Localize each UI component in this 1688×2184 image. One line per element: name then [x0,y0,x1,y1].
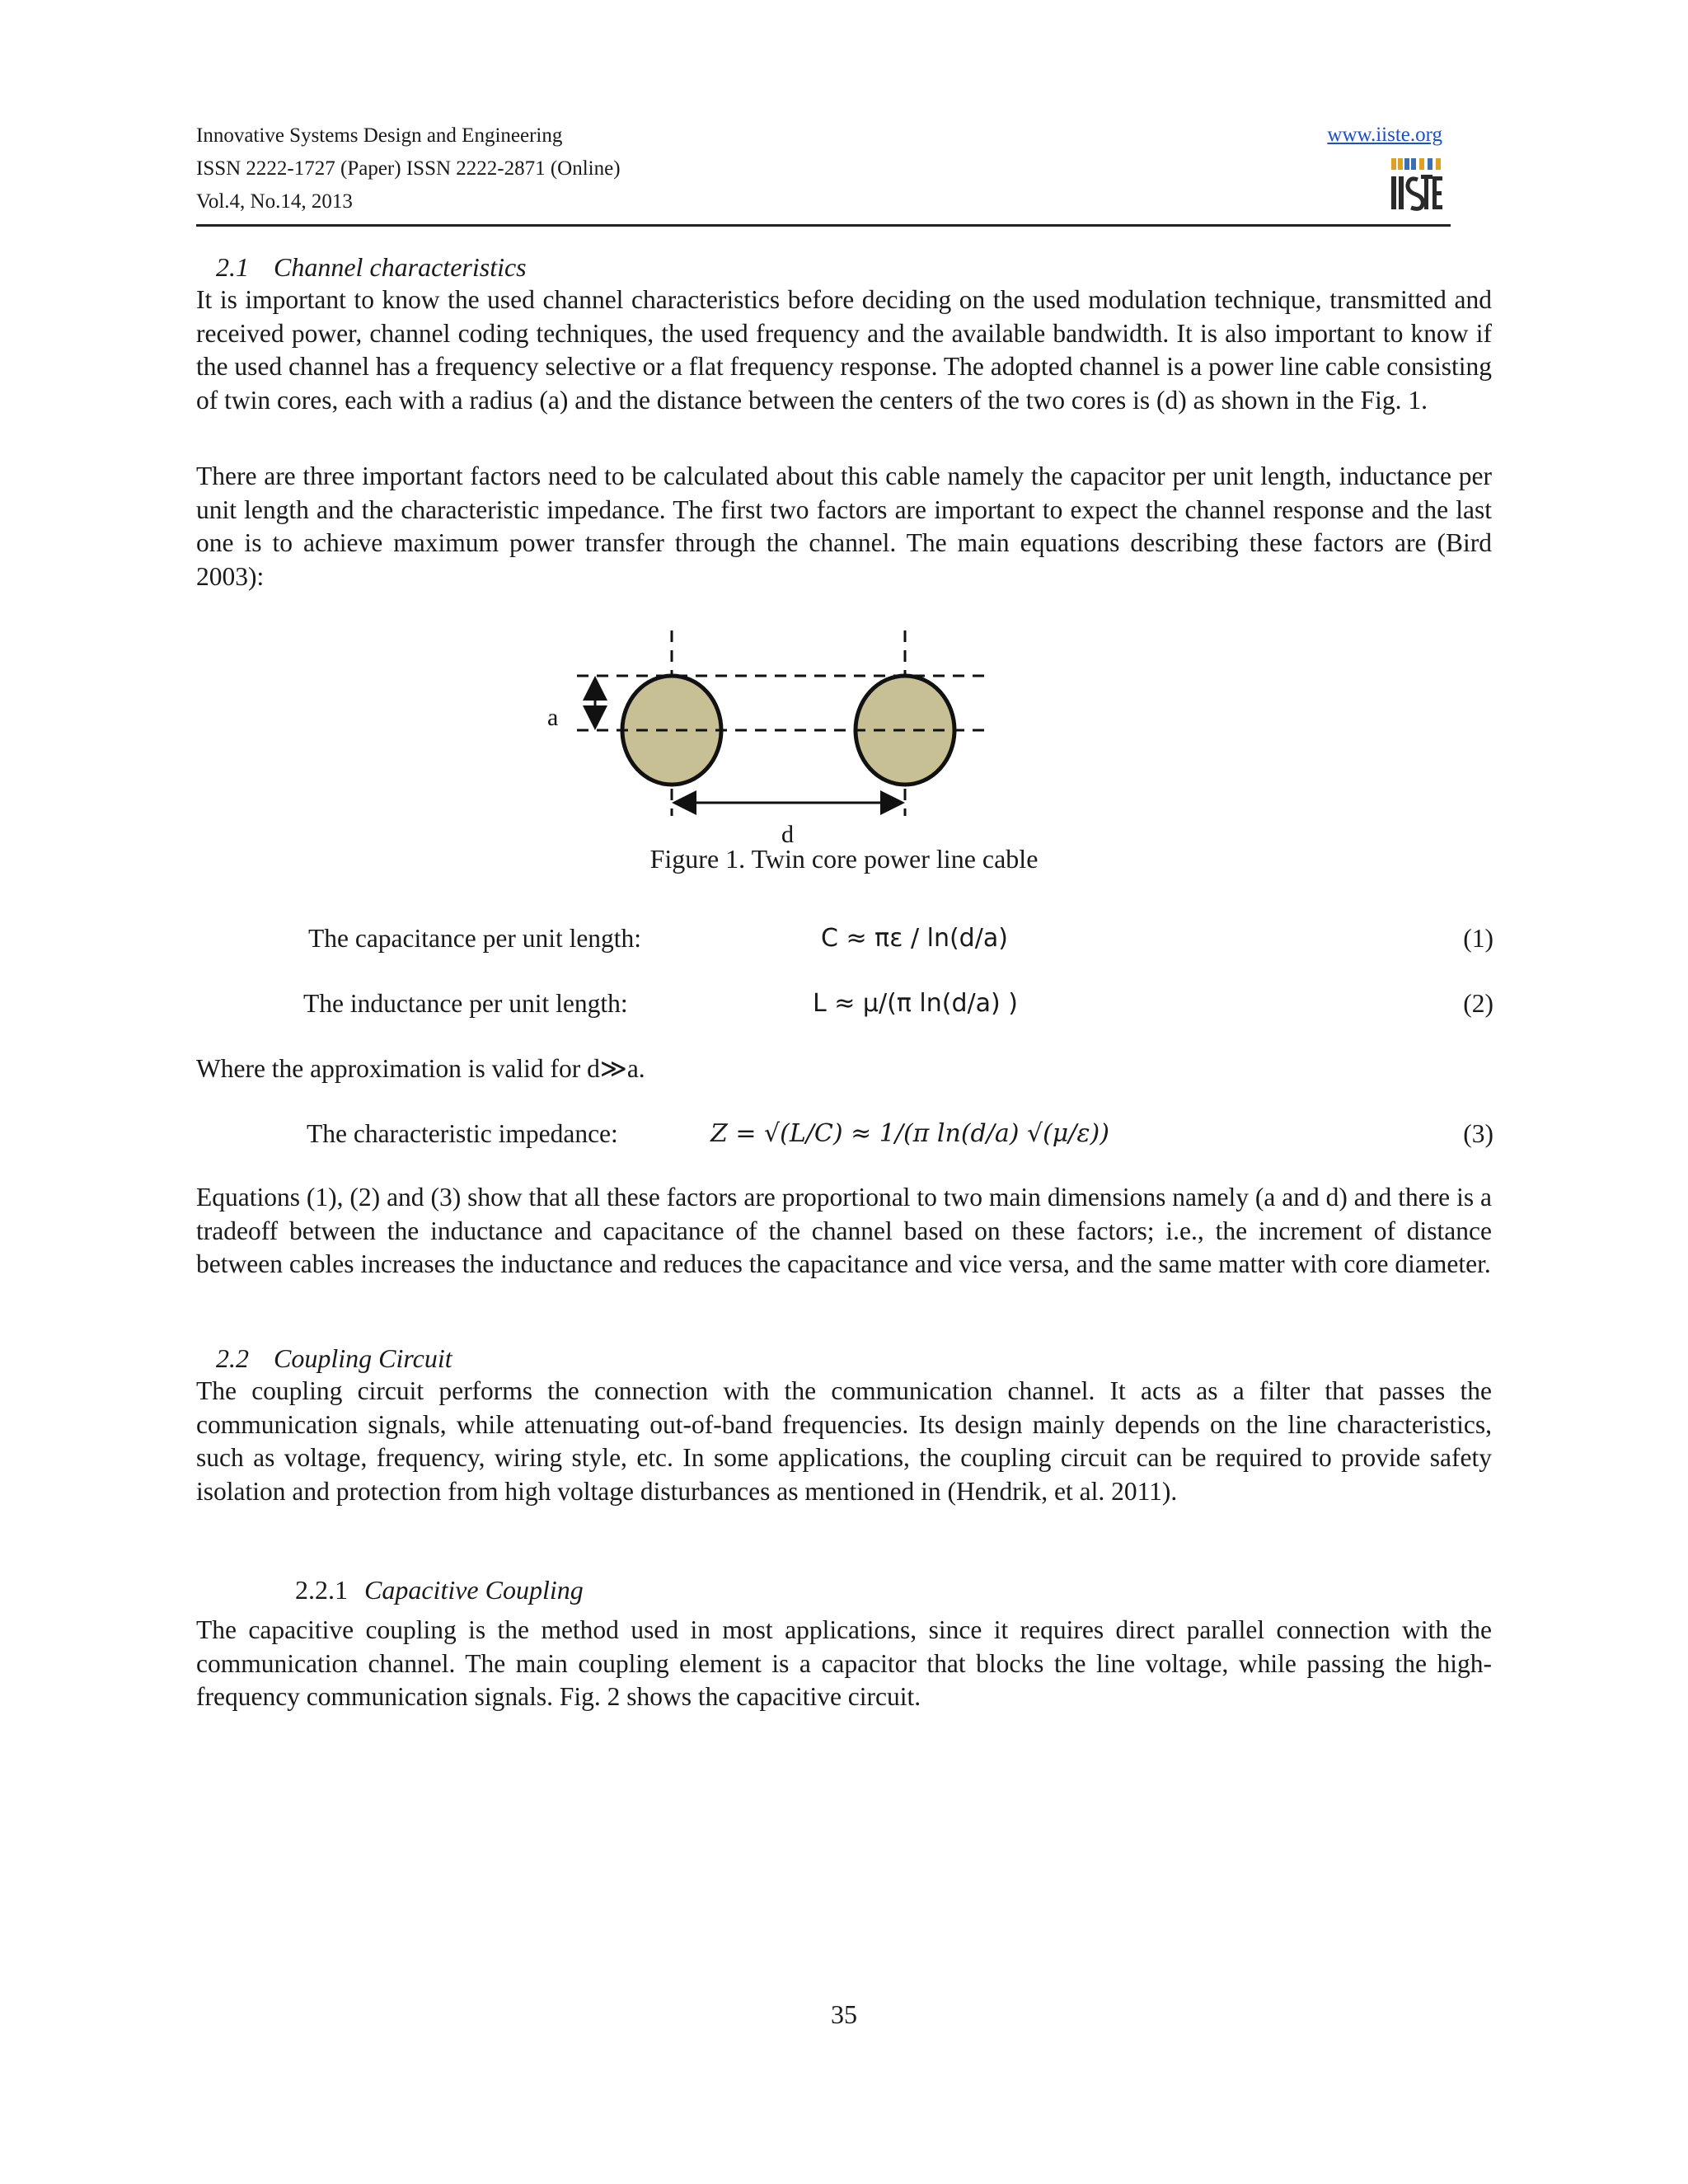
equation-2-number: (2) [1463,989,1493,1018]
section-heading-2-2-1 [295,1573,584,1606]
journal-url-link[interactable]: www.iiste.org [1327,124,1442,146]
equation-1-formula: C ≈ πε / ln(d/a) [821,924,1008,953]
section-heading-2-1 [216,251,527,284]
paragraph-three-factors: There are three important factors need to be calculated about this cable namely the capacitor per unit length, inductance per unit length and the characteristic impedance. The first two factors are important to expect the channel response and the last one is to achieve maximum power transfer through the channel. The main equations describing these factors are (Bird 2003): [196,462,1492,591]
radius-label: a [547,704,559,731]
equation-1-label: The capacitance per unit length: [308,924,642,953]
equation-3-number: (3) [1463,1119,1493,1148]
approximation-note: Where the approximation is valid for d≫a. [196,1054,645,1083]
paragraph-tradeoff: Equations (1), (2) and (3) show that all these factors are proportional to two main dimensions namely (a and d) and there is a tradeoff between the inductance and capacitance of the channel based on these factors; i.e., the increment of distance between cables increases the inductance and reduces the capacitance and vice versa, and the same matter with core diameter. [196,1183,1492,1278]
section-title: Capacitive Coupling [364,1575,584,1605]
section-title: Coupling Circuit [274,1343,452,1373]
section-number: 2.2 [216,1343,249,1373]
paragraph-channel-intro: It is important to know the used channel characteristics before deciding on the used modulation technique, transmitted and received power, channel coding techniques, the used frequency and the available bandwidth. It is also important to know if the used channel has a frequency selective or a flat frequency response. The adopted channel is a power line cable consisting of twin cores, each with a radius (a) and the distance between the centers of the two cores is (d) as shown in the Fig. 1. [196,285,1492,415]
figure-twin-core-cable [528,618,1022,848]
equation-3-label: The characteristic impedance: [307,1119,618,1148]
volume-line: Vol.4, No.14, 2013 [196,190,353,213]
equation-1-number: (1) [1463,924,1493,953]
section-title: Channel characteristics [274,252,527,282]
paragraph-capacitive-coupling: The capacitive coupling is the method used in most applications, since it requires direct parallel connection with the communication channel. The main coupling element is a capacitor that blocks the line voltage, while passing the high-frequency communication signals. Fig. 2 shows the capacitive circuit. [196,1615,1492,1711]
equation-3-formula: Z = √(L/C) ≈ 1/(π ln(d/a) √(μ/ε)) [710,1119,1109,1148]
page-number: 35 [831,1999,857,2029]
distance-label: d [781,821,794,848]
equation-2-label: The inductance per unit length: [303,989,628,1018]
journal-title: Innovative Systems Design and Engineering [196,124,563,147]
paragraph-coupling-circuit: The coupling circuit performs the connection with the communication channel. It acts as a filter that passes the communication signals, while attenuating out-of-band frequencies. Its design mainly depends on the line characteristics, such as voltage, frequency, wiring style, etc. In some applications, the coupling circuit can be required to provide safety isolation and protection from high voltage disturbances as mentioned in (Hendrik, et al. 2011). [196,1376,1492,1506]
issn-line: ISSN 2222-1727 (Paper) ISSN 2222-2871 (Online) [196,157,621,180]
equation-2-formula: L ≈ μ/(π ln(d/a) ) [813,989,1018,1018]
header-rule [196,224,1451,227]
figure-1-caption: Figure 1. Twin core power line cable [649,844,1039,874]
iiste-logo [1390,155,1444,214]
section-number: 2.1 [216,252,249,282]
section-number: 2.2.1 [295,1575,348,1605]
section-heading-2-2 [216,1342,452,1375]
